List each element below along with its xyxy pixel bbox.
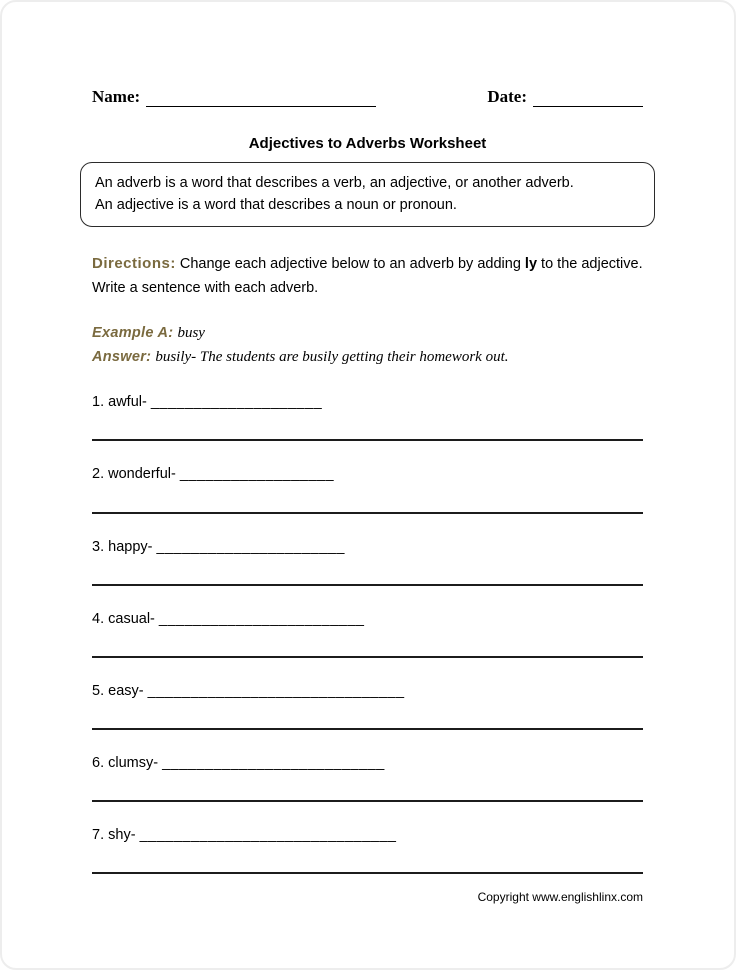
sentence-blank [92,800,643,802]
example-label: Example A: [92,324,174,341]
item-number: 5. [92,682,105,699]
name-field [92,88,376,107]
sentence-blank [92,656,643,658]
item-word: clumsy- [108,754,159,771]
page-title: Adjectives to Adverbs Worksheet [248,134,487,152]
item-inline-blank: ____________________ [150,394,323,411]
directions-text-pre: Change each adjective below to an adverb by adding [179,255,525,272]
date-field [487,88,643,107]
item-word-line [92,538,643,556]
sentence-blank [92,872,643,874]
example-block [92,321,643,369]
worksheet-item-5 [92,682,643,730]
sentence-blank [92,512,643,514]
directions [92,251,643,301]
directions-label: Directions: [92,254,176,272]
item-number: 2. [92,466,105,483]
worksheet-item-7 [92,826,643,874]
item-word-line [92,754,643,772]
item-inline-blank: ______________________________ [139,827,397,844]
answer-line [92,345,643,369]
item-inline-blank: ________________________ [158,610,365,627]
name-blank [146,91,376,107]
answer-value: busily- The students are busily getting their homework out. [155,349,509,366]
item-word: shy- [108,827,136,844]
directions-text-post: to the adjective. Write a sentence with each adverb. [92,255,643,297]
item-word-line [92,393,643,411]
definition-line-adjective: An adjective is a word that describes a noun or pronoun. [95,197,457,214]
directions-bold-word: ly [524,255,538,272]
item-inline-blank: __________________ [179,466,335,483]
item-word: easy- [108,682,144,699]
worksheet-item-3 [92,538,643,586]
item-inline-blank: ______________________________ [147,682,405,699]
sentence-blank [92,439,643,441]
date-blank [533,91,643,107]
item-inline-blank: __________________________ [162,754,385,771]
date-label: Date: [487,87,527,106]
header-row [92,88,643,107]
item-inline-blank: ______________________ [156,538,345,555]
answer-label: Answer: [92,349,152,366]
sentence-blank [92,728,643,730]
worksheet-item-2 [92,465,643,513]
definition-box [80,162,655,227]
worksheet-item-4 [92,610,643,658]
item-word: awful- [108,394,147,411]
definition-line-adverb: An adverb is a word that describes a verb, an adjective, or another adverb. [95,174,574,191]
item-word: happy- [108,538,153,555]
copyright: Copyright www.englishlinx.com [477,890,643,905]
item-word: casual- [108,610,155,627]
item-number: 4. [92,610,105,627]
worksheet-item-6 [92,754,643,802]
item-number: 1. [92,394,105,411]
item-number: 3. [92,538,105,555]
example-line [92,321,643,345]
worksheet-item-1 [92,393,643,441]
item-number: 6. [92,754,105,771]
item-word-line [92,826,643,844]
item-word-line [92,682,643,700]
sentence-blank [92,584,643,586]
item-word-line [92,465,643,483]
name-label: Name: [92,87,141,106]
item-word: wonderful- [108,466,176,483]
item-word-line [92,610,643,628]
example-value: busy [177,324,205,341]
worksheet-items [92,393,643,874]
item-number: 7. [92,827,105,844]
